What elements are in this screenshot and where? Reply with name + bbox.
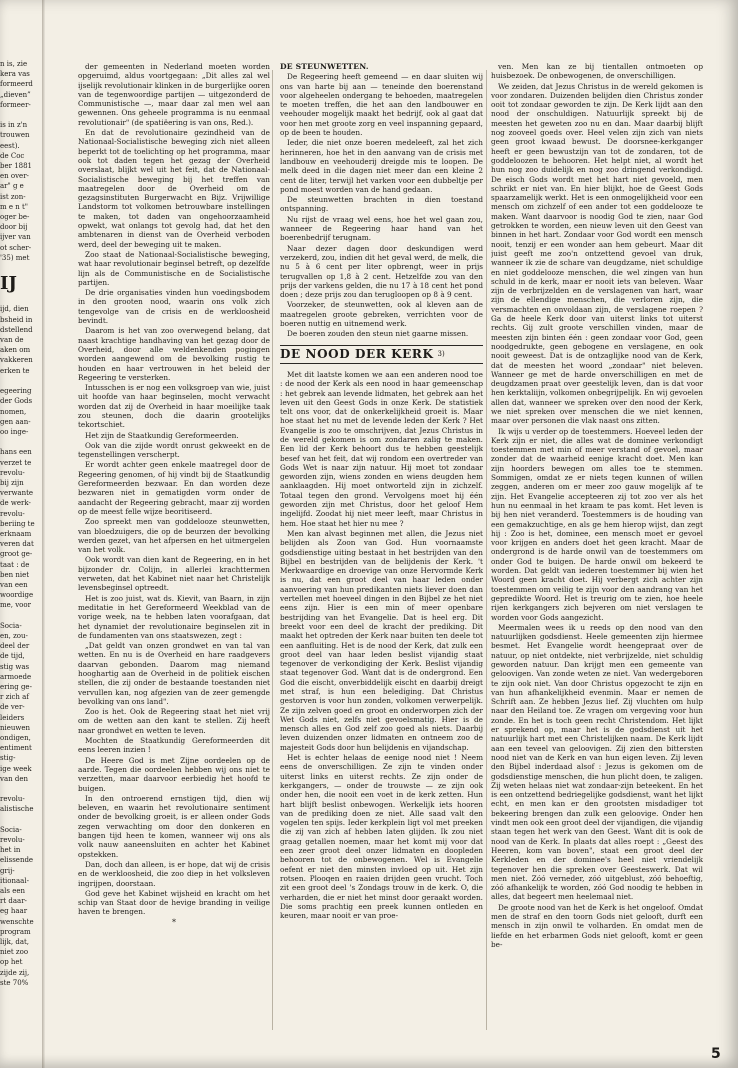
paragraph: Het is zoo juist, wat ds. Kievit, van Baarn, in zijn meditatie in het Gereformeerd Weekblad van de vorige week, na te hebben laten voorafgaan, dat het dynamiet der revolutionaire beginselen zit in de fundamenten van ons staatswezen, zegt : <box>78 593 270 640</box>
adjacent-page-column <box>0 60 40 1060</box>
paragraph: Ook wordt van dien kant de Regeering, en in het bijzonder dr. Colijn, in allerlei krachttermen verweten, dat het Kabinet niet naar het Christelijk levensbeginsel optreedt. <box>78 555 270 593</box>
text-fragment: egeering <box>0 387 32 396</box>
text-fragment: stig was <box>0 662 30 671</box>
paragraph: „Dat geldt van onzen grondwet en van tal van wetten. En nu is de Overheid en hare raadgevers daarvan gebonden. Daarom mag niemand hooghartig aan de Overheid in de politiek eischen stellen, die zij onder de bestaande toestanden niet vervullen kan, nog afgezien van de zeer gemengde bevolking van ons land". <box>78 641 270 706</box>
column-rule <box>272 70 273 1030</box>
paragraph: Er wordt achter geen enkele maatregel door de Regeering genomen, of hij vindt bij de Staatkundig Gereformeerden bezwaar. En dan worden deze bezwaren niet in gematigden vorm onder de aandacht der Regeering gebracht, maar zij worden op de meest felle wijze beoritiseerd. <box>78 460 270 516</box>
text-fragment: stig- <box>0 754 16 763</box>
text-fragment: groot ge- <box>0 550 33 559</box>
paragraph: Het is echter helaas de eenige nood niet ! Neem eens de onverschilligen. Ze zijn te vinden onder uiterst links en uiterst rechts. Ze zijn onder de kerkgangers, — onder de trouwste — ze zijn ook onder hen, die nooit een voet in de kerk zetten. Hun hart blijft beslist onbewogen. Werkelijk iets hooren van de prediking doen ze niet. Alle saad valt den vogelen ten spijs. Ieder kerkplein ligt vol met preeken die zij van zich af hebben laten glijden. Ik zou niet graag getallen noemen, maar het komt mij voor dat een zeer groot deel onzer lidmaten en doopleden behooren tot de onbewogenen. Wel is Evangelie oefent er niet den minsten invloed op uit. Het zijn rotsen. Plooqen en raaien drijden geen vrucht. Toch zit een groot deel 's Zondags trouw in de kerk. O, die verharden, die er niet het minst door geraakt worden. Die soms prachtig een preek kunnen ontleden en keuren, maar nooit er van proe- <box>280 753 483 921</box>
text-fragment: de werk- <box>0 499 31 508</box>
text-fragment: ering ge- <box>0 682 32 691</box>
text-fragment: ste 70% <box>0 978 29 987</box>
paragraph: Intusschen is er nog een volksgroep van wie, juist uit hoofde van haar beginselen, mocht verwacht worden dat zij de Overheid in haar moeilijke taak zou steunen, doch die daarin grootelijks tekortschiet. <box>78 383 270 430</box>
text-fragment: als een <box>0 887 26 896</box>
column-1 <box>78 62 270 1047</box>
text-fragment: dstellend <box>0 325 33 334</box>
text-fragment: r zich af <box>0 693 29 702</box>
text-fragment: elissende <box>0 856 34 865</box>
text-fragment: eg haar <box>0 907 28 916</box>
text-fragment: entiment <box>0 744 32 753</box>
text-fragment: ar" g e <box>0 182 24 191</box>
text-fragment: gen aan- <box>0 417 31 426</box>
column-3 <box>491 62 703 1047</box>
paragraph: ven. Men kan ze bij tientallen ontmoeten op huisbezoek. De onbewogenen, de onverschilligen. <box>491 62 703 81</box>
text-fragment: nomen, <box>0 407 27 416</box>
text-fragment: Socia- <box>0 825 22 834</box>
text-fragment: revolu- <box>0 468 25 477</box>
column-2 <box>280 62 483 1047</box>
text-fragment: niet zoo <box>0 948 29 957</box>
text-fragment <box>0 377 40 386</box>
text-fragment: beriing te <box>0 519 35 528</box>
text-fragment <box>0 111 40 120</box>
section-heading-steunwetten: DE STEUNWETTEN. <box>280 62 369 71</box>
text-fragment: „dieven” <box>0 90 31 99</box>
text-fragment: zijde zij, <box>0 968 30 977</box>
text-fragment: ot scher- <box>0 243 32 252</box>
nood-der-kerk-article <box>280 370 483 921</box>
text-fragment: veren dat <box>0 540 34 549</box>
paragraph: Naar dezer dagen door deskundigen werd verzekerd, zou, indien dit het geval werd, de melk, die nu 5 à 6 cent per liter opbrengt, weer in prijs terugvallen op 1,8 à 2 cent. Hetzelfde zou van den prijs der varkens gelden, die nu 17 à 18 cent het pond doen ; deze prijs zou dan terugloopen op 8 à 9 cent. <box>280 243 483 300</box>
column-rule <box>486 70 487 1030</box>
text-fragment: revolu- <box>0 836 25 845</box>
paragraph: De groote nood van het de Kerk is het ongeloof. Omdat men de straf en den toorn Gods niet gelooft, durft een mensch in zijn onwil te volharden. En omdat men de liefde en het erbarmen Gods niet gelooft, komt er geen be- <box>491 902 703 949</box>
paragraph: Men kan alvast beginnen met allen, die Jezus niet belijden als Zoon van God. Hun voornaamste godsdienstige uiting bestaat in het bestrijden van den Bijbel en bestrijden van de belijdenis der Kerk. 't Merkwaardige en droevige van onze Hervormde Kerk is nu, dat een groot deel van haar leden onder aanvoering van hun predikanten niets liever doen dan vertellen met hoeveel dingen in den Bijbel ze het niet eens zijn. Hier is een min of meer openbare bestrijding van het Evangelie. Dat is heel erg. Dit breekt voor een deel de kracht der prediking. Dit maakt het optreden der Kerk naar buiten ten deele tot een aanfluiting. Het is de nood der Kerk, dat zulk een groot deel van haar leden beslist vijandig staat tegenover de verkondiging der Kerk. Beslist vijandig staat tegenover God. Want dat is de ondergrond. Een God die eischt, onverbiddelijk eischt en daarbij dreigt met straf, is hun een belediging. Dat Christus gestorven is voor hun zonden, volkomen verwerpelijk. Ze zijn zelven goed en groot en onderworpen zich der Wet Gods niet, zelfs niet gevoelsmatig. Hier is de mensch alles en God zelf zoo goed als niets. Daarbij leven duizenden onzer lidmaten en ontneem zoo de majesteit Gods door hun belijdenis en vijandschap. <box>280 528 483 752</box>
text-fragment: aken om <box>0 346 31 355</box>
page-fold <box>42 0 45 1068</box>
paragraph: De boeren zouden den steun niet gaarne missen. <box>287 329 469 339</box>
paragraph: Ook van die zijde wordt onrust gekweekt en de tegenstellingen verscherpt. <box>78 440 270 460</box>
text-fragment: de tijd, <box>0 652 25 661</box>
text-fragment: eest). <box>0 141 20 150</box>
text-fragment: bsheid in <box>0 315 33 324</box>
text-fragment: verzet te <box>0 458 32 467</box>
text-fragment: armoede <box>0 672 32 681</box>
text-fragment: deel der <box>0 642 30 651</box>
text-fragment: woordige <box>0 591 34 600</box>
text-fragment: kera vas <box>0 70 30 79</box>
text-fragment: leiders <box>0 713 25 722</box>
paragraph: En dat de revolutionaire gezindheid van de Nationaal-Socialistische beweging zich niet alleen beperkt tot de toelichting op het programma, maar ook tot daden tegen het gezag der Overheid overslaat, blijkt wel uit het feit, dat de Nationaal-Socialistische beweging bij het treffen van maatregelen door de Overheid om de gezagsinstituten Burgerwacht en Bijz. Vrijwillige Landstorm tot volkomen betrouwbare instellingen te maken, tot daden van ongehoorzaamheid opwekt, wat onlangs tot gevolg had, dat het den ambtenaren in dienst van de Overheid verboden werd, deel der beweging uit te maken. <box>78 128 270 249</box>
text-fragment <box>0 295 40 304</box>
text-fragment: op het <box>0 958 23 967</box>
text-fragment: '35) met <box>0 253 30 262</box>
text-fragment: me, voor <box>0 601 31 610</box>
paragraph: Met dit laatste komen we aan een anderen nood toe : de nood der Kerk als een nood in haar gemeenschap : het gebrek aan levende lidmaten, het gebrek aan het leven uit den Geest Gods in onze Kerk. De statistiek telt ons voor, dat de onkerkelijkheid groeit is. Maar hoe staat het nu met de levende leden der Kerk ? Het Evangelie is zoo te omschrijven, dat Jezus Christus in de wereld gekomen is om zondaren zalig te maken. Een lid der Kerk behoort dus te hebben geestelijk besef van het feit, dat wij rondom een overtreder van Gods Wet is naar zijn natuur. Hij moet tot zondaar geworden zijn, wiens zonden en wiens deugden hem aanklaagden. Hij moet ontworteld zijn in zichzelf. Totaal tegen den grond. Vervolgens moet hij één geworden zijn met Christus, door het geloof Hem ingelijfd. Zoodat hij niet meer leeft, maar Christus in hem. Hoe staat het hier nu mee ? <box>280 369 483 528</box>
text-fragment: ijd, dien <box>0 305 29 314</box>
end-mark: * <box>172 917 176 927</box>
section-heading-nood-der-kerk <box>280 345 483 364</box>
text-fragment: itionaal- <box>0 876 29 885</box>
paragraph: In den ontroerend ernstigen tijd, dien wij beleven, en waarin het revolutionaire sentiment onder de bevolking groeit, is er alleen onder Gods zegen verwachting om door den donkeren en bangen tijd heen te komen, wanneer wij ons als volk nauw aaneensluiten en achter het Kabinet opstekken. <box>78 793 270 859</box>
text-fragment: IJ <box>0 273 17 295</box>
text-fragment: ige week <box>0 764 32 773</box>
paragraph: De Regeering heeft gemeend — en daar sluiten wij ons van harte bij aan — teneinde den boerenstand voor algeheelen ondergang te behoeden, maatregelen te moeten treffen, die het aan den landbouwer en veehouder mogelijk maakt het bedrijf, ook al gaat dat voor hen met groote zorg en veel inspanning gepaard, op de been te houden. <box>280 72 483 138</box>
text-fragment: formeer- <box>0 100 31 109</box>
text-fragment: en over- <box>0 172 29 181</box>
text-fragment: het in <box>0 846 21 855</box>
text-fragment <box>0 816 40 825</box>
text-fragment: bij zijn <box>0 478 24 487</box>
text-fragment: oo inge- <box>0 427 29 436</box>
text-fragment: van de <box>0 336 24 345</box>
paragraph: De drie organisaties vinden hun voedingsbodem in den grooten nood, waarin ons volk zich tengevolge van de crisis en de werkloosheid bevindt. <box>78 288 270 326</box>
paragraph: Zoo staat de Nationaal-Socialistische beweging, wat haar revolutionair beginsel betreft, op dezelfde lijn als de Communistische en de Socialistische partijen. <box>78 249 270 287</box>
text-fragment: door bij <box>0 223 28 232</box>
paragraph: Ieder, die niet onze boeren medeleeft, zal het zich herinneren, hoe het in den aanvang van de crisis met landbouw en veehouderij dreigde mis te loopen. De melk deed in die dagen niet meer dan een kleine 2 cent de liter, terwijl het varken voor een dubbeltje per pond moest worden van de hand gedaan. <box>280 138 483 194</box>
paragraph: Ik wijs u verder op de toestemmers. Hoeveel leden der Kerk zijn er niet, die alles wat de dominee verkondigt toestemmen met min of meer verstand of gevoel, maar zonder dat de waarheid eenige kracht doet. Men kan zijn hoorders bewegen om alles toe te stemmen. Sommigen, omdat ze er niets tegen kunnen of willen zeggen, anderen om er meer zoo gauw mogelijk af te zijn. Het Evangelie accepteeren zij tot zoo ver als het hun nu eenmaal in het kraam te pas komt. Het leven is bij hen niet veranderd. Toestemmers is de houding van een gemakzuchtige, en als ge hem hierop wijst, dan zegt hij : Zoo is het, dominee, een mensch moet er gevoel voor krijgen en anders doet het geen kracht. Maar de ondergrond is de harde onwil van de toestemmers om onder God te buigen. De harde onwil om bekeerd te worden. Dat geldt van iederen toestemmer bij wien het Woord geen kracht doet. Hij verbergt zich achter zijn toestemmen om veilig te zijn voor den aandrang van het gepredikte Woord. Het is treurig om te zien, hoe heele rijen kerkgangers zich bejveren om niet verslagen te worden voor Gods aangezicht. <box>491 426 703 622</box>
text-fragment: ber 1881 <box>0 162 33 171</box>
text-fragment: ben niet <box>0 570 30 579</box>
paragraph: Zoo spreekt men van goddelooze steunwetten, van bloedzuigers, die op de beurzen der bevolking werden gezet, van het afpersen en het uitmergelen van het volk. <box>78 517 270 555</box>
text-fragment: lijk, dat, <box>0 938 30 947</box>
text-fragment: erken te <box>0 366 30 375</box>
text-fragment: ist zon- <box>0 192 26 201</box>
paragraph: We zeiden, dat Jezus Christus in de wereld gekomen is voor zondaren. Duizenden belijden dien Christus zonder ooit tot zondaar geworden te zijn. De Kerk lijdt aan den nood der onschuldigen. Natuurlijk spreekt bij de meesten het geweten zoo nu en dan. Maar daarbij blijft nog zooveel goeds over. Heel velen zijn zich van niets geen groot kwaad bewust. De doorsnee-kerkganger heeft er geen bewustzijn van tot de zondaren, tot de goddeloozen te behooren. Het helpt niet, al wordt het hun nog zoo duidelijk en nog zoo dringend verkondigd. De eisch Gods wordt met het hart niet gevoeld, men schrikt er niet van. En hier blijkt, hoe de Geest Gods spaarzamelijk werkt. Het is een onmogelijkheid voor een mensch om zichzelf of een ander tot een goddelooze te maken. Want daarvoor is noodig God te zien, naar God getrokken te worden, een nieuw leven uit den Geest van binnen in het hart. Zondaar voor God wordt een mensch nooit, tenzij er een wonder aan hem gebeurt. Maar dit juist geeft me zoo'n ontzettend gevoel van druk, wanneer ik zie de schare van deugdzame, niet schuldige en niet goddelooze menschen, die wel zingen van hun schuld in de kerk, maar er nooit iets van beleven. Waar zijn de verbrijzelden en de verslagenen van hart, waar zijn de ellendige menschen, die verloren zijn, die versmachten en onvoldaan zijn, de verslagene roepen ? Ga de heele Kerk door van uiterst links tot uiterst rechts. Gij zult groote verschillen vinden, maar de meesten zijn binten één : geen zondaar voor God, geen noodgedrukte, geen gebogene en verslagene, en ook nooit geweest. Dat is de ontzaglijke nood van de Kerk, dat de meesten het woord „zondaar" niet beleven. Wanneer ge met de harde onverschilligen en met de deugdzamen praat over geestelijk leven, dan is dat voor hen kerktaliijn, volkomen onbegrijpelijk. En wij gevoelen allen dat, wanneer we spreken over den nood der Kerk, we niet spreken over menschen die we niet kennen, maar over personen die vlak naast ons zitten. <box>491 81 703 426</box>
text-fragment: erknaam <box>0 529 32 538</box>
text-fragment: ijver van <box>0 233 31 242</box>
text-fragment: Socia- <box>0 621 22 630</box>
paragraph: Dan, doch dan alleen, is er hope, dat wij de crisis en de werkloosheid, die zoo diep in het volksleven ingrijpen, doorstaan. <box>78 859 270 888</box>
text-fragment: wenschte <box>0 917 34 926</box>
paragraph: Meermalen wees ik u reeds op den nood van den natuurlijken godsdienst. Heele gemeenten zijn hiermee besmet. Het Evangelie wordt heengepraat over de natuur, op niet ontdekte, niet verbrijzelde, niet schuldig geworden natuur. Dan krijgt men een gemeente van geloovigen. Van zonde weten ze niet. Van wedergeboren te zijn ook niet. Van door Christus opgezocht te zijn en van hun afhankelijkheid evenmin. Maar er nemen de Schrift aan. Ze hebben Jezus lief. Zij vluchten om hulp naar den Heiland toe. Ze vragen om vergeving voor hun zonde. En het is toch geen recht Christendom. Het lijkt er sprekend op, maar het is de godsdienst uit het natuurlijk hart met een Christelijken naam. De Kerk lijdt aan een teveel van geloovigen. Zij zien den bittersten nood niet van de Kerk en van hun eigen leven. Zij leven den Bijbel inderdaad alsof : Jezus is gekomen om de godsdienstige menschen, die hun plicht doen, te zaligen. Zij weten helaas niet wat zondaar-zijn beteekent. En het is een ontzettend bedriegelijke godsdienst, want het lijkt echt, en men kan er den grootsten misdadiger tot bekeering brengen dan zulk een geloovige. Onder hen vindt men ook een groot deel der vijandigen, die vijandig staan tegen het werk van den Geest. Want dit is ook de nood van de Kerk. In plaats dat alles roept : „Geest des Heeren, kom van boven", staat een groot deel der Kerkleden en der dominee's heel niet vriendelijk tegenover hen die spreken over Geesteswerk. Dat wil men niet. Zóó verneder, zóó uitgeblust, zóó behoeftig, zóó afhankelijk te worden, zóó God noodig te hebben in alles, dat begeert men heelemaal niet. <box>491 622 703 902</box>
text-fragment: revolu- <box>0 795 25 804</box>
text-fragment: van den <box>0 774 28 783</box>
text-fragment: van een <box>0 580 28 589</box>
text-fragment: formeerd <box>0 80 33 89</box>
text-fragment: en, zou- <box>0 631 28 640</box>
text-fragment: is in z'n <box>0 121 28 130</box>
text-fragment: nieuwen <box>0 723 31 732</box>
footnote-marker: 3) <box>437 349 445 358</box>
text-fragment: m e n t" <box>0 202 28 211</box>
text-fragment <box>0 264 40 273</box>
paragraph: Nu rijst de vraag wel eens, hoe het wel gaan zou, wanneer de Regeering haar hand van het boerenbedrijf terugnam. <box>280 214 483 243</box>
text-fragment: taat : de <box>0 560 30 569</box>
paragraph: De steunwetten brachten in dien toestand ontspanning. <box>280 195 483 214</box>
text-fragment: vakkeren <box>0 356 33 365</box>
text-fragment: alistische <box>0 805 34 814</box>
text-fragment: verwante <box>0 489 34 498</box>
text-fragment: oger be- <box>0 213 30 222</box>
text-fragment: revolu- <box>0 509 25 518</box>
text-fragment: hans een <box>0 448 32 457</box>
steunwetten-article <box>280 72 483 338</box>
paragraph: Daarom is het van zoo overwegend belang, dat naast krachtige handhaving van het gezag door de Overheid, door alle weldenkenden pogingen worden aangewend om de bevolking rustig te houden en haar vertrouwen in het beleid der Regeering te versterken. <box>78 326 270 382</box>
nood-der-kerk-title: DE NOOD DER KERK <box>280 346 434 361</box>
text-fragment <box>0 438 40 447</box>
paragraph: Het zijn de Staatkundig Gereformeerden. <box>85 430 239 440</box>
paragraph: God geve het Kabinet wijsheid en kracht om het schip van Staat door de hevige branding in veilige haven te brengen. <box>78 888 270 917</box>
text-fragment <box>0 785 40 794</box>
text-fragment: rt daar- <box>0 897 27 906</box>
text-fragment: trouwen <box>0 131 30 140</box>
text-fragment: ondigen, <box>0 734 31 742</box>
text-fragment: de ver- <box>0 703 25 712</box>
paragraph: De Heere God is met Zijne oordeelen op de aarde. Tegen die oordeelen hebben wij ons niet te verzetten, maar daarvoor eerbiedig het hoofd te buigen. <box>78 755 270 793</box>
text-fragment: grij- <box>0 866 15 875</box>
text-fragment: n is, zie <box>0 60 28 68</box>
paragraph: Zoo is het. Ook de Regeering staat het niet vrij om de wetten aan den kant te stellen. Zij heeft naar grondwet en wetten te leven. <box>78 707 270 735</box>
paragraph: der gemeenten in Nederland moeten worden opgeruimd, aldus voortgegaan: „Dit alles zal wel ijselijk revolutionair klinken in de burgerlijke ooren van de tegenwoordige partijen — uitgezonderd de Communistische —, maar daar zal men wel aan gewennen. Ons geheele programma is nu eenmaal revolutionair" (de spatiëering is van ons, Red.). <box>78 62 270 127</box>
paragraph: Voorzeker, de steunwetten, ook al kleven aan de maatregelen groote gebreken, verrichten voor de boeren nuttig en uitnemend werk. <box>280 300 483 329</box>
text-fragment: de Coc <box>0 151 25 160</box>
page-number: 5 <box>711 1046 721 1062</box>
paragraph: Mochten de Staatkundig Gereformeerden dit eens leeren inzien ! <box>78 736 270 755</box>
text-fragment <box>0 612 40 621</box>
text-fragment: program <box>0 927 31 936</box>
text-fragment: der Gods <box>0 397 33 406</box>
